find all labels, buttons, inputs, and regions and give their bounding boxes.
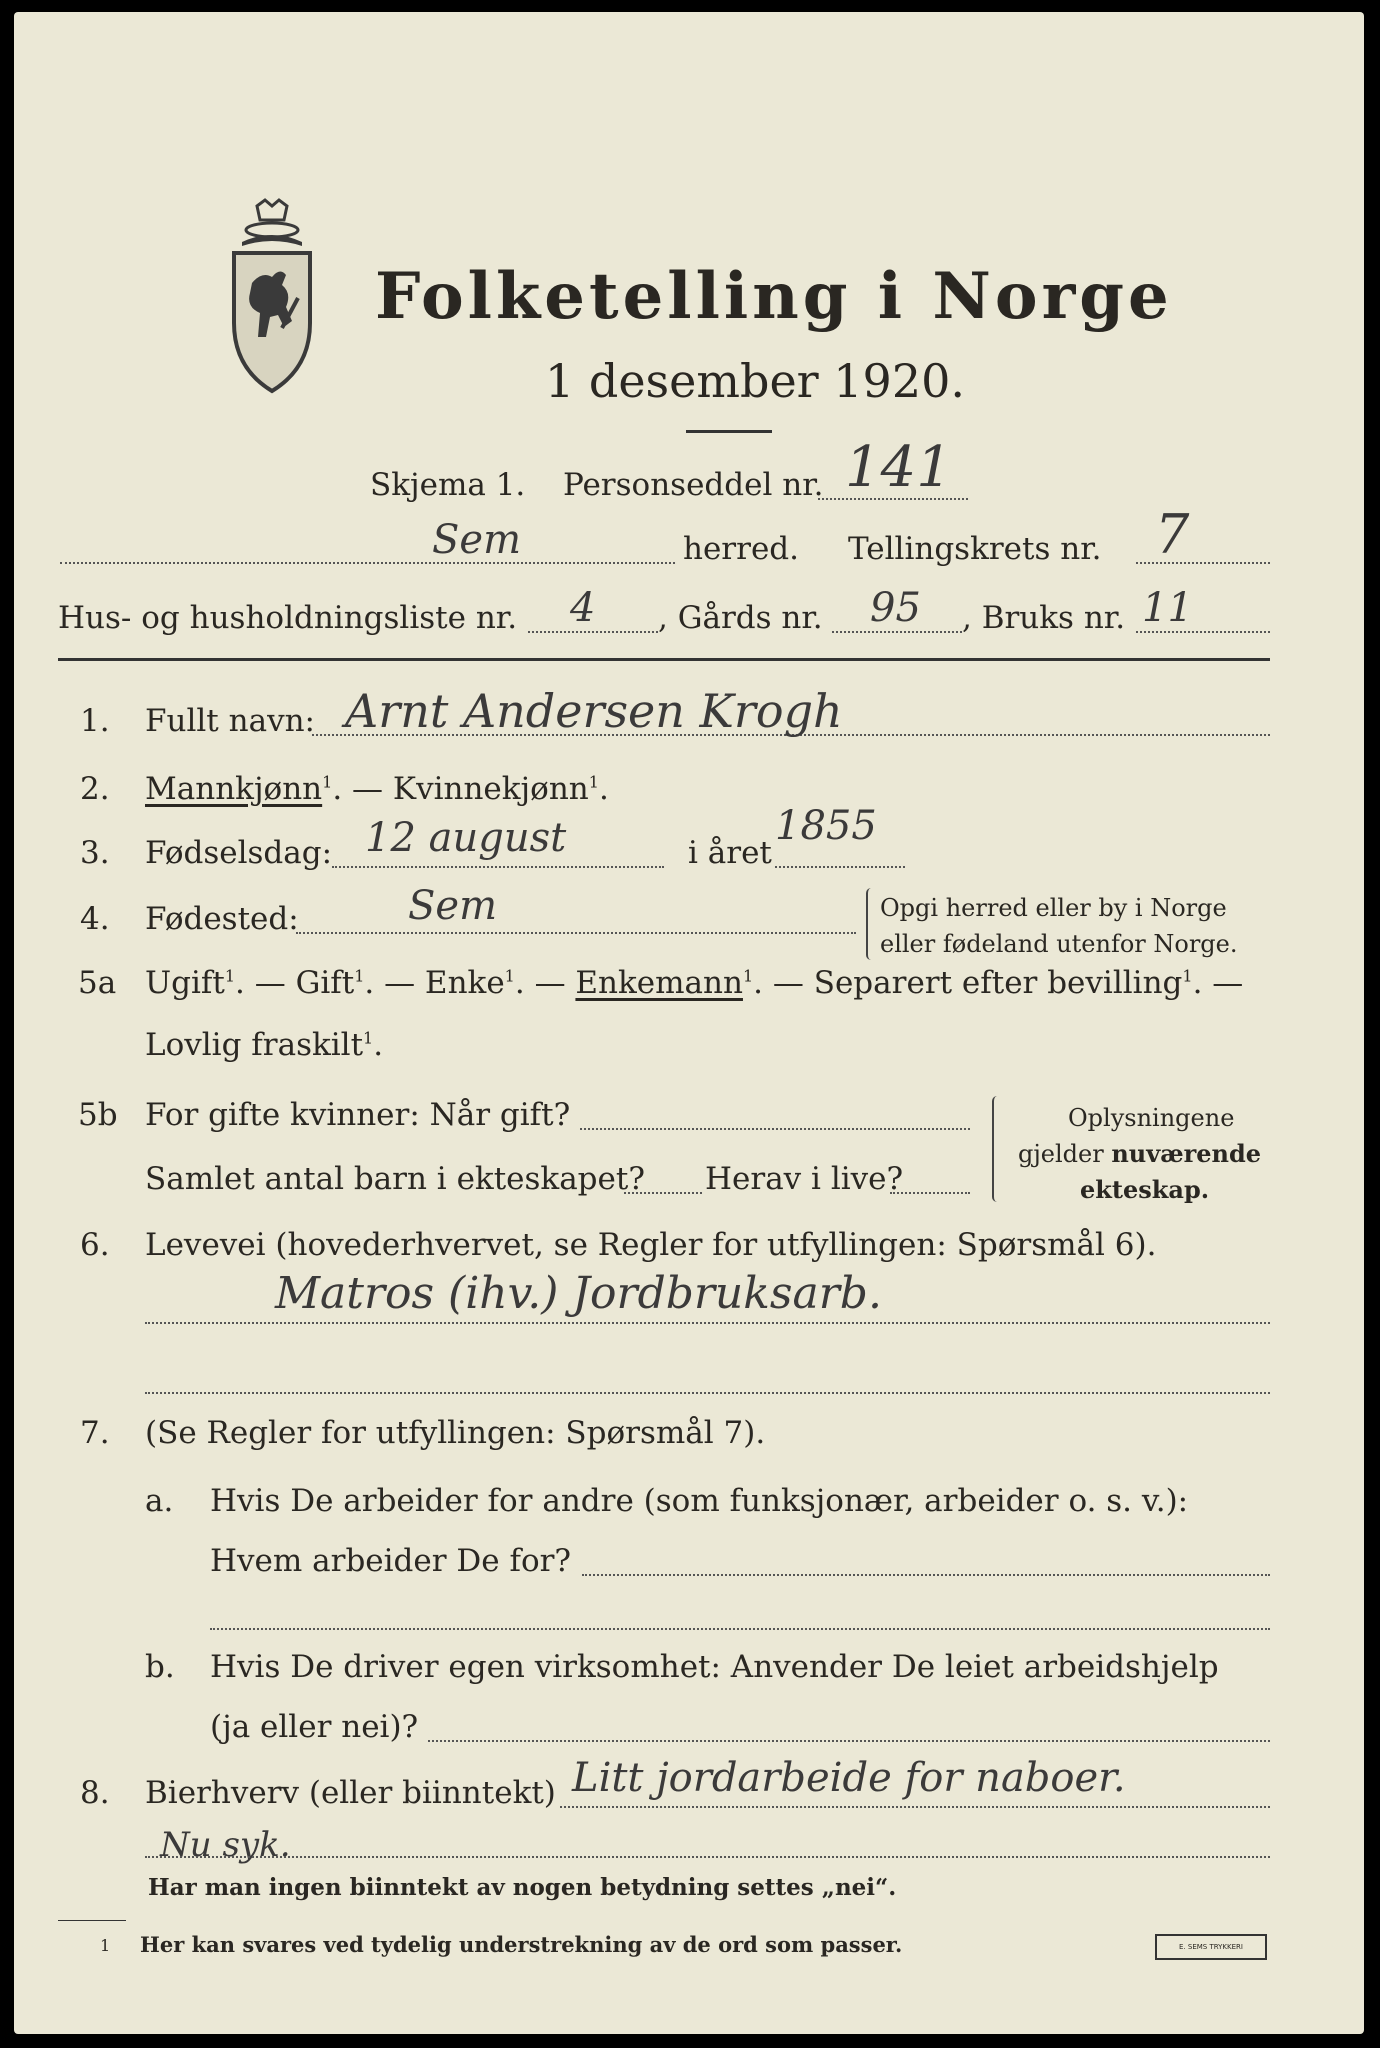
q3-number: 3. <box>80 835 110 871</box>
q7a-letter: a. <box>145 1483 174 1519</box>
footnote-number: 1 <box>100 1936 111 1955</box>
full-name-value[interactable]: Arnt Andersen Krogh <box>345 684 843 738</box>
footer-note: Har man ingen biinntekt av nogen betydning settes „nei“. <box>148 1874 897 1901</box>
q7a-line2: Hvem arbeider De for? <box>210 1543 572 1579</box>
q5b-note-line1: Oplysningene <box>1068 1104 1235 1132</box>
q7a-line1: Hvis De arbeider for andre (som funksjonær, arbeider o. s. v.): <box>210 1483 1189 1519</box>
side-income-value-line2[interactable]: Nu syk. <box>160 1825 291 1865</box>
q5a-number: 5a <box>78 965 117 1001</box>
q5b-line2: Samlet antal barn i ekteskapet? <box>145 1161 645 1197</box>
q2-options: Mannkjønn$^1$. — Kvinnekjønn$^1$. <box>145 771 609 807</box>
q1-label: Fullt navn: <box>145 703 315 739</box>
herred-value[interactable]: Sem <box>432 517 522 563</box>
year-label: i året <box>688 835 772 871</box>
footnote-text: Her kan svares ved tydelig understrekning av de ord som passer. <box>140 1932 903 1957</box>
tellingskrets-label: Tellingskrets nr. <box>848 531 1102 567</box>
q4-note-line1: Opgi herred eller by i Norge <box>880 894 1227 922</box>
q5a-options: Ugift$^1$. — Gift$^1$. — Enke$^1$. — Enkemann$^1$. — Separert efter bevilling$^1$. — <box>145 965 1244 1001</box>
q7b-letter: b. <box>145 1649 175 1685</box>
personseddel-label: Personseddel nr. <box>563 467 824 503</box>
q8-label: Bierhverv (eller biinntekt) <box>145 1775 556 1811</box>
male-option[interactable]: Mannkjønn <box>145 771 323 807</box>
birthplace-value[interactable]: Sem <box>408 883 498 929</box>
hus-value[interactable]: 4 <box>570 585 596 631</box>
q6-label: Levevei (hovederhvervet, se Regler for utfyllingen: Spørsmål 6). <box>145 1227 1157 1263</box>
form-title: Folketelling i Norge <box>375 259 1173 334</box>
hus-label: Hus- og husholdningsliste nr. <box>58 600 518 636</box>
q4-number: 4. <box>80 901 110 937</box>
q6-number: 6. <box>80 1227 110 1263</box>
enkemann-option[interactable]: Enkemann <box>575 965 743 1001</box>
birth-year-value[interactable]: 1855 <box>775 803 877 849</box>
personseddel-value[interactable]: 141 <box>845 435 952 500</box>
q7-label: (Se Regler for utfyllingen: Spørsmål 7). <box>145 1415 766 1451</box>
census-date: 1 desember 1920. <box>545 354 965 408</box>
gards-label: , Gårds nr. <box>658 600 823 636</box>
q5a-line2: Lovlig fraskilt$^1$. <box>145 1027 384 1063</box>
bruks-value[interactable]: 11 <box>1142 585 1193 631</box>
q7-number: 7. <box>80 1415 110 1451</box>
q5b-line1: For gifte kvinner: Når gift? <box>145 1097 571 1133</box>
skjema-label: Skjema 1. <box>370 467 526 503</box>
q8-number: 8. <box>80 1775 110 1811</box>
gards-value[interactable]: 95 <box>870 585 921 631</box>
q5b-number: 5b <box>78 1097 118 1133</box>
female-option[interactable]: Kvinnekjønn <box>392 771 589 807</box>
bruks-label: , Bruks nr. <box>962 600 1126 636</box>
occupation-value[interactable]: Matros (ihv.) Jordbruksarb. <box>275 1268 882 1319</box>
birthday-value[interactable]: 12 august <box>365 815 567 861</box>
norway-coat-of-arms-icon <box>222 198 322 398</box>
q1-number: 1. <box>80 703 110 739</box>
herred-label: herred. <box>683 531 799 567</box>
title-divider <box>686 430 772 433</box>
q3-label: Fødselsdag: <box>145 835 333 871</box>
q7b-line2: (ja eller nei)? <box>210 1709 419 1745</box>
q5b-note-line2: gjelder nuværende <box>1018 1139 1262 1168</box>
side-income-value[interactable]: Litt jordarbeide for naboer. <box>572 1755 1126 1801</box>
q7b-line1: Hvis De driver egen virksomhet: Anvender De leiet arbeidshjelp <box>210 1649 1219 1685</box>
q5b-note-line3: ekteskap. <box>1080 1175 1210 1204</box>
q4-note-line2: eller fødeland utenfor Norge. <box>880 930 1238 958</box>
header-divider <box>58 658 1270 661</box>
printer-stamp: E. SEMS TRYKKERI <box>1155 1934 1267 1960</box>
q2-number: 2. <box>80 771 110 807</box>
q5b-line2b: Herav i live? <box>705 1161 904 1197</box>
q4-label: Fødested: <box>145 901 299 937</box>
tellingskrets-value[interactable]: 7 <box>1155 503 1190 566</box>
